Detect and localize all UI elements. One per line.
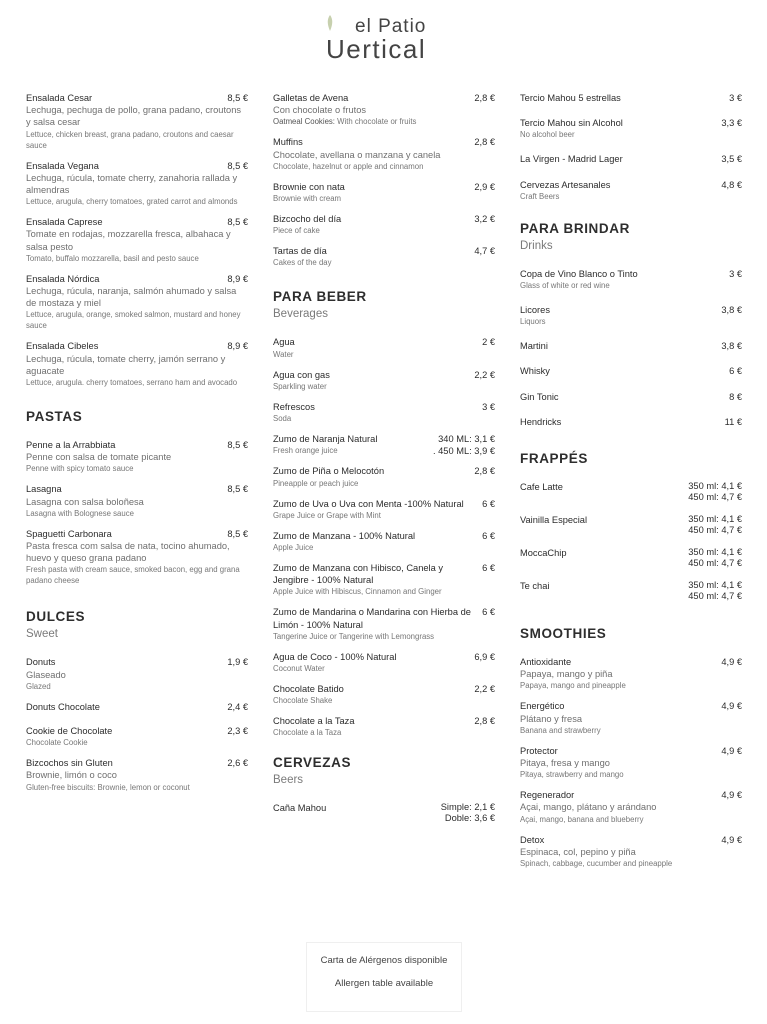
item-price: 3 € bbox=[729, 93, 742, 103]
item-price: 4,9 € bbox=[721, 745, 742, 756]
item-desc: Açai, mango, plátano y arándano bbox=[520, 802, 657, 813]
item-desc-english: Brownie with cream bbox=[273, 194, 342, 204]
menu-item bbox=[26, 92, 248, 151]
item-name: Lasagna bbox=[26, 484, 62, 495]
item-desc-english: Cakes of the day bbox=[273, 258, 332, 268]
item-name: Zumo de Manzana - 100% Natural bbox=[273, 530, 416, 541]
item-desc-english: Banana and strawberry bbox=[520, 725, 601, 735]
item-price: 340 ML: 3,1 € . 450 ML: 3,9 € bbox=[432, 434, 495, 457]
item-price: 8,5 € bbox=[227, 217, 248, 228]
menu-item bbox=[26, 216, 248, 264]
item-price: 2,3 € bbox=[227, 726, 248, 737]
section-header-brindar bbox=[520, 220, 742, 254]
item-desc-english: Oatmeal Cookies: With chocolate or fruits bbox=[273, 117, 417, 127]
item-price: Simple: 2,1 € Doble: 3,6 € bbox=[440, 802, 495, 823]
menu-item bbox=[26, 757, 248, 792]
menu-item bbox=[520, 117, 742, 140]
item-price: 8,5 € bbox=[227, 484, 248, 495]
item-desc: Chocolate, avellana o manzana y canela bbox=[273, 149, 441, 160]
menu-item bbox=[520, 745, 742, 780]
menu-item bbox=[273, 683, 495, 706]
menu-item bbox=[520, 789, 742, 824]
item-name: Tercio Mahou 5 estrellas bbox=[520, 93, 621, 103]
item-name: Chocolate Batido bbox=[273, 684, 344, 695]
item-name: Agua con gas bbox=[273, 369, 330, 380]
item-desc-english: Tangerine Juice or Tangerine with Lemongrass bbox=[273, 631, 435, 641]
item-desc-english: Chocolate Cookie bbox=[26, 738, 88, 748]
item-desc-english: Grape Juice or Grape with Mint bbox=[273, 510, 381, 520]
item-price: 1,9 € bbox=[227, 657, 248, 668]
menu-item bbox=[273, 465, 495, 488]
menu-item bbox=[520, 700, 742, 735]
menu-item bbox=[26, 528, 248, 587]
item-desc-english: Gluten-free biscuits: Brownie, lemon or coconut bbox=[26, 782, 190, 792]
menu-item bbox=[520, 656, 742, 691]
item-name: Tartas de día bbox=[273, 246, 327, 257]
item-name: Ensalada Cesar bbox=[26, 93, 93, 103]
item-name: Zumo de Mandarina o Mandarina con Hierba de Limón - 100% Natural bbox=[273, 607, 471, 630]
section-header-beber bbox=[273, 288, 495, 322]
item-desc-english: Glass of white or red wine bbox=[520, 281, 610, 291]
item-price: 11 € bbox=[724, 416, 742, 427]
item-name: Caña Mahou bbox=[273, 803, 327, 814]
item-name: Bizcochos sin Gluten bbox=[26, 758, 113, 769]
item-price: 4,9 € bbox=[721, 790, 742, 801]
item-price: 8 € bbox=[729, 391, 742, 402]
item-desc-english: Fresh pasta with cream sauce, smoked bacon, egg and grana padano cheese bbox=[26, 565, 240, 586]
item-desc-english: Liquors bbox=[520, 317, 546, 327]
section-subtitle: Sweet bbox=[26, 628, 58, 641]
item-desc: Lechuga, pechuga de pollo, grana padano, croutons y salsa cesar bbox=[26, 105, 242, 128]
menu-item bbox=[273, 401, 495, 424]
item-desc-english: Spinach, cabbage, cucumber and pineapple bbox=[520, 859, 673, 869]
item-name: Antioxidante bbox=[520, 657, 572, 668]
item-price: 4,9 € bbox=[721, 701, 742, 712]
menu-item bbox=[26, 656, 248, 691]
item-name: Vainilla Especial bbox=[520, 515, 588, 526]
item-desc-english: Chocolate Shake bbox=[273, 696, 333, 706]
item-desc-english: Apple Juice with Hibiscus, Cinnamon and Ginger bbox=[273, 587, 442, 597]
item-desc: Penne con salsa de tomate picante bbox=[26, 452, 172, 463]
menu-item bbox=[273, 92, 495, 127]
item-price: 3,8 € bbox=[721, 305, 742, 316]
menu-item bbox=[26, 340, 248, 388]
section-header-dulces bbox=[26, 608, 248, 642]
item-name: Hendricks bbox=[520, 416, 562, 427]
item-name: Spaguetti Carbonara bbox=[26, 528, 112, 539]
menu-item bbox=[520, 153, 742, 165]
section-header-pastas bbox=[26, 408, 248, 425]
menu-item bbox=[520, 580, 742, 601]
item-price: 350 ml: 4,1 € 450 ml: 4,7 € bbox=[688, 580, 742, 601]
logo-line1: el Patio bbox=[355, 16, 427, 37]
item-name: MoccaChip bbox=[520, 548, 567, 559]
item-price: 6 € bbox=[482, 498, 495, 509]
item-desc-english: Pitaya, strawberry and mango bbox=[520, 770, 624, 780]
item-price: 350 ml: 4,1 € 450 ml: 4,7 € bbox=[688, 481, 742, 502]
menu-item bbox=[273, 715, 495, 738]
item-name: Ensalada Cibeles bbox=[26, 341, 99, 352]
item-price: 2,2 € bbox=[474, 369, 495, 380]
item-desc-english: Chocolate a la Taza bbox=[273, 728, 342, 738]
item-desc-english: Water bbox=[273, 349, 294, 359]
item-price: 4,9 € bbox=[721, 657, 742, 668]
menu-item bbox=[26, 273, 248, 332]
allergen-text-en: Allergen table available bbox=[334, 978, 434, 989]
logo bbox=[326, 14, 456, 66]
menu-item bbox=[26, 701, 248, 713]
menu-item bbox=[520, 365, 742, 377]
menu-item bbox=[273, 562, 495, 597]
menu-item bbox=[520, 92, 742, 104]
item-name: Martini bbox=[520, 341, 548, 352]
section-subtitle: Drinks bbox=[520, 239, 553, 252]
item-name: Chocolate a la Taza bbox=[273, 716, 355, 727]
item-desc-english: Lettuce, chicken breast, grana padano, croutons and caesar sauce bbox=[26, 129, 234, 150]
menu-item bbox=[520, 340, 742, 352]
item-name: Zumo de Naranja Natural bbox=[273, 434, 378, 445]
item-price: 8,5 € bbox=[227, 160, 248, 171]
item-name: Whisky bbox=[520, 366, 550, 377]
item-price: 6 € bbox=[482, 563, 495, 574]
item-price: 2,2 € bbox=[474, 684, 495, 695]
menu-item bbox=[273, 606, 495, 641]
item-price: 2,9 € bbox=[474, 181, 495, 192]
item-desc: Pitaya, fresa y mango bbox=[520, 758, 610, 769]
item-name: Licores bbox=[520, 305, 550, 316]
item-price: 8,5 € bbox=[227, 93, 248, 103]
menu-item bbox=[273, 802, 495, 823]
menu-item bbox=[273, 433, 495, 456]
item-price: 3 € bbox=[482, 401, 495, 412]
item-desc: Tomate en rodajas, mozzarella fresca, albahaca y salsa pesto bbox=[26, 229, 231, 252]
menu-item bbox=[273, 136, 495, 171]
menu-item bbox=[520, 391, 742, 403]
item-name: Zumo de Manzana con Hibisco, Canela y Jengibre - 100% Natural bbox=[273, 563, 444, 586]
item-name: Refrescos bbox=[273, 401, 315, 412]
item-desc: Lechuga, rúcula, naranja, salmón ahumado y salsa de mostaza y miel bbox=[26, 286, 237, 309]
item-price: 2,6 € bbox=[227, 758, 248, 769]
item-desc: Lechuga, rúcula, tomate cherry, zanahoria rallada y almendras bbox=[26, 172, 238, 196]
item-price: 3 € bbox=[729, 268, 742, 279]
item-name: Galletas de Avena bbox=[273, 93, 349, 103]
section-header-frappes bbox=[520, 450, 742, 467]
menu-item bbox=[26, 483, 248, 518]
item-name: Protector bbox=[520, 745, 558, 756]
item-name: Donuts Chocolate bbox=[26, 701, 100, 712]
section-title: DULCES bbox=[26, 609, 86, 625]
item-name: Bizcocho del día bbox=[273, 214, 342, 225]
item-name: Zumo de Uva o Uva con Menta -100% Natural bbox=[273, 498, 464, 509]
item-desc: Glaseado bbox=[26, 669, 66, 680]
item-desc-english: Piece of cake bbox=[273, 226, 320, 236]
item-desc: Brownie, limón o coco bbox=[26, 770, 117, 781]
leaf-icon bbox=[326, 14, 334, 32]
section-header-smoothies bbox=[520, 625, 742, 642]
item-desc-english: Papaya, mango and pineapple bbox=[520, 681, 626, 691]
item-name: Detox bbox=[520, 834, 545, 845]
item-desc: Papaya, mango y piña bbox=[520, 669, 613, 680]
item-desc: Pasta fresca com salsa de nata, tocino ahumado, huevo y queso grana padano bbox=[26, 541, 230, 564]
logo-line2: Uertical bbox=[326, 34, 427, 64]
item-price: 4,9 € bbox=[721, 834, 742, 845]
item-desc-english: Lettuce, arugula, cherry tomatoes, grated carrot and almonds bbox=[26, 197, 238, 207]
menu-item bbox=[520, 481, 742, 502]
item-price: 8,5 € bbox=[227, 440, 248, 451]
item-price: 4,7 € bbox=[474, 246, 495, 257]
item-desc-english: Pineapple or peach juice bbox=[273, 478, 359, 488]
item-name: Brownie con nata bbox=[273, 181, 345, 192]
item-name: Zumo de Piña o Melocotón bbox=[273, 466, 385, 477]
menu-item bbox=[520, 268, 742, 291]
item-desc-english: No alcohol beer bbox=[520, 130, 575, 140]
section-title: SMOOTHIES bbox=[520, 626, 607, 642]
allergen-notice bbox=[306, 942, 462, 1012]
menu-column-1 bbox=[26, 92, 248, 802]
menu-item bbox=[273, 245, 495, 268]
item-name: Cookie de Chocolate bbox=[26, 726, 113, 737]
item-desc: Con chocolate o frutos bbox=[273, 105, 367, 116]
item-price: 8,9 € bbox=[227, 273, 248, 284]
item-desc-english: Lasagna with Bolognese sauce bbox=[26, 508, 134, 518]
menu-item bbox=[273, 498, 495, 521]
item-price: 350 ml: 4,1 € 450 ml: 4,7 € bbox=[688, 514, 742, 535]
menu-item bbox=[520, 416, 742, 428]
item-price: 4,8 € bbox=[721, 179, 742, 190]
menu-item bbox=[273, 213, 495, 236]
item-price: 6 € bbox=[482, 530, 495, 541]
section-title: PARA BRINDAR bbox=[520, 220, 630, 236]
item-desc-english: Coconut Water bbox=[273, 664, 325, 674]
item-price: 3,8 € bbox=[721, 341, 742, 352]
menu-item bbox=[520, 304, 742, 327]
item-price: 3,2 € bbox=[474, 214, 495, 225]
item-price: 2,8 € bbox=[474, 466, 495, 477]
item-name: La Virgen - Madrid Lager bbox=[520, 154, 623, 165]
menu-item bbox=[273, 181, 495, 204]
item-desc-english: Fresh orange juice bbox=[273, 446, 338, 456]
item-desc-english: Lettuce, arugula. cherry tomatoes, serrano ham and avocado bbox=[26, 378, 238, 388]
item-name: Agua de Coco - 100% Natural bbox=[273, 651, 397, 662]
item-desc-english: Sparkling water bbox=[273, 381, 327, 391]
item-price: 2,8 € bbox=[474, 93, 495, 103]
menu-item bbox=[273, 530, 495, 553]
item-price: 6,9 € bbox=[474, 651, 495, 662]
section-title: PARA BEBER bbox=[273, 289, 367, 305]
menu-item bbox=[520, 547, 742, 568]
section-subtitle: Beers bbox=[273, 774, 304, 787]
item-desc-english: Soda bbox=[273, 414, 292, 424]
menu-column-3 bbox=[520, 92, 742, 878]
section-title: CERVEZAS bbox=[273, 755, 352, 771]
item-price: 2 € bbox=[482, 337, 495, 348]
menu-item bbox=[273, 651, 495, 674]
item-desc-english: Chocolate, hazelnut or apple and cinnamon bbox=[273, 161, 424, 171]
item-price: 2,4 € bbox=[227, 701, 248, 712]
item-name: Cafe Latte bbox=[520, 482, 563, 493]
item-name: Te chai bbox=[520, 581, 550, 592]
item-name: Penne a la Arrabbiata bbox=[26, 440, 116, 451]
item-desc: Lechuga, rúcula, tomate cherry, jamón serrano y aguacate bbox=[26, 353, 226, 376]
item-name: Muffins bbox=[273, 137, 303, 148]
menu-item bbox=[273, 336, 495, 359]
section-header-cervezas bbox=[273, 754, 495, 788]
item-price: 8,9 € bbox=[227, 341, 248, 352]
menu-item bbox=[26, 725, 248, 748]
allergen-text-es: Carta de Alérgenos disponible bbox=[320, 955, 448, 966]
item-price: 8,5 € bbox=[227, 528, 248, 539]
item-desc: Lasagna con salsa boloñesa bbox=[26, 496, 144, 507]
item-price: 6 € bbox=[482, 607, 495, 618]
item-name: Tercio Mahou sin Alcohol bbox=[520, 118, 623, 129]
item-desc-english: Glazed bbox=[26, 681, 51, 691]
item-name: Ensalada Vegana bbox=[26, 160, 99, 171]
section-title: FRAPPÉS bbox=[520, 451, 588, 467]
item-name: Copa de Vino Blanco o Tinto bbox=[520, 268, 638, 279]
menu-item bbox=[273, 369, 495, 392]
item-name: Cervezas Artesanales bbox=[520, 179, 611, 190]
item-name: Agua bbox=[273, 337, 295, 348]
section-title: PASTAS bbox=[26, 409, 83, 425]
section-subtitle: Beverages bbox=[273, 308, 328, 321]
item-desc-english: Lettuce, arugula, orange, smoked salmon, mustard and honey sauce bbox=[26, 310, 241, 331]
item-name: Regenerador bbox=[520, 790, 575, 801]
menu-item bbox=[520, 179, 742, 202]
item-name: Ensalada Nórdica bbox=[26, 273, 100, 284]
item-price: 3,3 € bbox=[721, 118, 742, 129]
item-name: Gin Tonic bbox=[520, 391, 559, 402]
item-desc-english: Penne with spicy tomato sauce bbox=[26, 464, 134, 474]
item-price: 2,8 € bbox=[474, 716, 495, 727]
item-desc-english: Apple Juice bbox=[273, 543, 314, 553]
item-desc-english: Açai, mango, banana and blueberry bbox=[520, 814, 644, 824]
item-desc: Plátano y fresa bbox=[520, 713, 583, 724]
menu-item bbox=[520, 514, 742, 535]
item-desc-english: Craft Beers bbox=[520, 191, 560, 201]
menu-column-2 bbox=[273, 92, 495, 832]
item-name: Ensalada Caprese bbox=[26, 217, 103, 228]
item-price: 6 € bbox=[729, 366, 742, 377]
item-desc-english: Tomato, buffalo mozzarella, basil and pesto sauce bbox=[26, 253, 199, 263]
menu-item bbox=[26, 439, 248, 474]
item-name: Donuts bbox=[26, 657, 56, 668]
menu-item bbox=[26, 160, 248, 208]
item-price: 350 ml: 4,1 € 450 ml: 4,7 € bbox=[688, 547, 742, 568]
menu-item bbox=[520, 834, 742, 869]
item-price: 2,8 € bbox=[474, 137, 495, 148]
item-name: Energético bbox=[520, 701, 565, 712]
item-desc: Espinaca, col, pepino y piña bbox=[520, 846, 636, 857]
item-price: 3,5 € bbox=[721, 154, 742, 165]
